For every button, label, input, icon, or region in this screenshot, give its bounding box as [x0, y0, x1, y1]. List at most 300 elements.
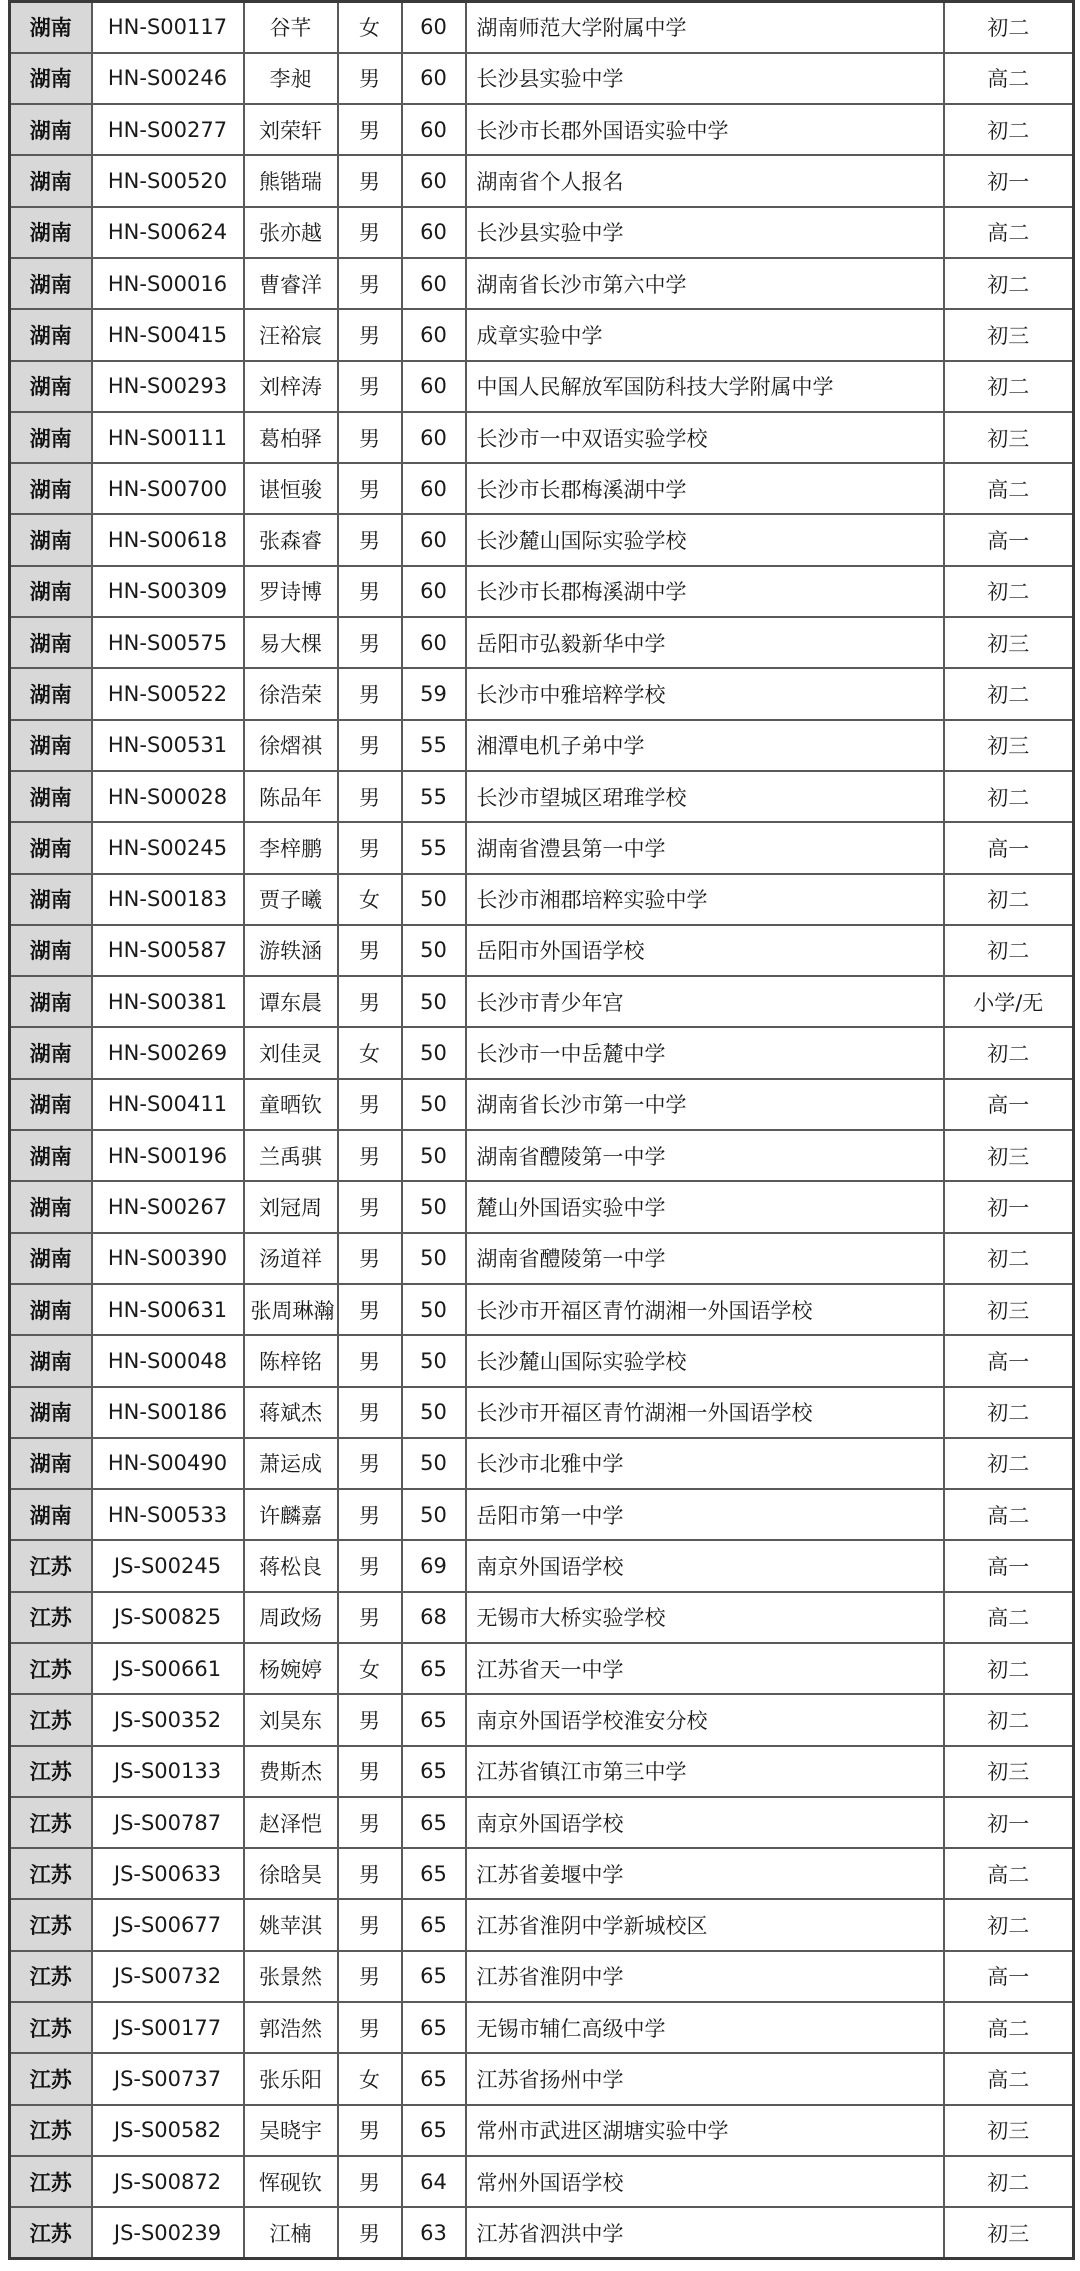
student-name-cell: 蒋斌杰 [244, 1387, 338, 1438]
participant-id-cell: HN-S00183 [92, 874, 244, 925]
participant-id-cell: JS-S00737 [92, 2053, 244, 2104]
grade-cell: 初二 [944, 1233, 1074, 1284]
participant-id-cell: JS-S00677 [92, 1899, 244, 1950]
gender-cell: 男 [338, 720, 402, 771]
province-cell: 江苏 [10, 1899, 92, 1950]
province-cell: 江苏 [10, 1592, 92, 1643]
score-cell: 65 [402, 1848, 466, 1899]
grade-cell: 初二 [944, 1694, 1074, 1745]
gender-cell: 男 [338, 822, 402, 873]
province-cell: 湖南 [10, 1079, 92, 1130]
grade-cell: 初二 [944, 361, 1074, 412]
school-cell: 岳阳市弘毅新华中学 [466, 617, 944, 668]
province-cell: 江苏 [10, 1951, 92, 2002]
student-name-cell: 姚苹淇 [244, 1899, 338, 1950]
province-cell: 湖南 [10, 822, 92, 873]
gender-cell: 男 [338, 1848, 402, 1899]
province-cell: 江苏 [10, 1643, 92, 1694]
province-cell: 湖南 [10, 1130, 92, 1181]
table-row [10, 1130, 1074, 1181]
school-cell: 长沙市湘郡培粹实验中学 [466, 874, 944, 925]
score-cell: 50 [402, 1335, 466, 1386]
table-row [10, 1951, 1074, 2002]
student-name-cell: 兰禹骐 [244, 1130, 338, 1181]
gender-cell: 男 [338, 2002, 402, 2053]
table-row [10, 925, 1074, 976]
grade-cell: 初二 [944, 874, 1074, 925]
score-cell: 65 [402, 2053, 466, 2104]
score-cell: 65 [402, 1899, 466, 1950]
province-cell: 湖南 [10, 566, 92, 617]
school-cell: 南京外国语学校 [466, 1540, 944, 1591]
school-cell: 湖南省长沙市第一中学 [466, 1079, 944, 1130]
student-name-cell: 费斯杰 [244, 1746, 338, 1797]
gender-cell: 男 [338, 668, 402, 719]
participant-id-cell: JS-S00633 [92, 1848, 244, 1899]
school-cell: 中国人民解放军国防科技大学附属中学 [466, 361, 944, 412]
student-name-cell: 汪裕宸 [244, 309, 338, 360]
participant-id-cell: JS-S00177 [92, 2002, 244, 2053]
school-cell: 江苏省淮阴中学 [466, 1951, 944, 2002]
gender-cell: 男 [338, 1130, 402, 1181]
grade-cell: 初一 [944, 1181, 1074, 1232]
score-cell: 65 [402, 1746, 466, 1797]
gender-cell: 男 [338, 155, 402, 206]
participant-id-cell: HN-S00415 [92, 309, 244, 360]
province-cell: 湖南 [10, 617, 92, 668]
table-row [10, 258, 1074, 309]
student-name-cell: 陈梓铭 [244, 1335, 338, 1386]
table-row [10, 309, 1074, 360]
student-name-cell: 萧运成 [244, 1438, 338, 1489]
gender-cell: 男 [338, 309, 402, 360]
gender-cell: 男 [338, 1540, 402, 1591]
school-cell: 长沙市开福区青竹湖湘一外国语学校 [466, 1284, 944, 1335]
school-cell: 常州外国语学校 [466, 2156, 944, 2207]
table-row [10, 2207, 1074, 2258]
score-cell: 60 [402, 463, 466, 514]
student-name-cell: 徐熠祺 [244, 720, 338, 771]
grade-cell: 初一 [944, 155, 1074, 206]
gender-cell: 男 [338, 2207, 402, 2258]
school-cell: 长沙市长郡梅溪湖中学 [466, 566, 944, 617]
school-cell: 江苏省淮阴中学新城校区 [466, 1899, 944, 1950]
school-cell: 江苏省镇江市第三中学 [466, 1746, 944, 1797]
province-cell: 湖南 [10, 258, 92, 309]
gender-cell: 男 [338, 1797, 402, 1848]
score-cell: 68 [402, 1592, 466, 1643]
table-row [10, 412, 1074, 463]
participant-id-cell: JS-S00352 [92, 1694, 244, 1745]
score-cell: 50 [402, 874, 466, 925]
student-name-cell: 熊锴瑞 [244, 155, 338, 206]
student-name-cell: 徐晗昊 [244, 1848, 338, 1899]
participant-id-cell: HN-S00411 [92, 1079, 244, 1130]
participant-id-cell: HN-S00700 [92, 463, 244, 514]
student-name-cell: 张景然 [244, 1951, 338, 2002]
grade-cell: 高一 [944, 1951, 1074, 2002]
grade-cell: 初二 [944, 104, 1074, 155]
score-cell: 59 [402, 668, 466, 719]
table-row [10, 2156, 1074, 2207]
grade-cell: 高二 [944, 463, 1074, 514]
participant-id-cell: HN-S00117 [92, 2, 244, 53]
student-name-cell: 张乐阳 [244, 2053, 338, 2104]
school-cell: 长沙市长郡外国语实验中学 [466, 104, 944, 155]
student-name-cell: 葛柏驿 [244, 412, 338, 463]
province-cell: 湖南 [10, 463, 92, 514]
table-row [10, 822, 1074, 873]
province-cell: 湖南 [10, 207, 92, 258]
grade-cell: 高二 [944, 2053, 1074, 2104]
table-row [10, 1233, 1074, 1284]
results-table [8, 0, 1075, 2260]
student-name-cell: 童晒钦 [244, 1079, 338, 1130]
gender-cell: 男 [338, 1079, 402, 1130]
score-cell: 60 [402, 566, 466, 617]
table-row [10, 1438, 1074, 1489]
student-name-cell: 罗诗博 [244, 566, 338, 617]
student-name-cell: 谌恒骏 [244, 463, 338, 514]
score-cell: 50 [402, 1489, 466, 1540]
table-row [10, 2053, 1074, 2104]
grade-cell: 初三 [944, 2105, 1074, 2156]
participant-id-cell: HN-S00028 [92, 771, 244, 822]
student-name-cell: 贾子曦 [244, 874, 338, 925]
table-row [10, 2105, 1074, 2156]
score-cell: 65 [402, 1643, 466, 1694]
school-cell: 长沙市一中双语实验学校 [466, 412, 944, 463]
school-cell: 湘潭电机子弟中学 [466, 720, 944, 771]
school-cell: 长沙市中雅培粹学校 [466, 668, 944, 719]
table-row [10, 207, 1074, 258]
score-cell: 65 [402, 2002, 466, 2053]
score-cell: 65 [402, 2105, 466, 2156]
student-name-cell: 蒋松良 [244, 1540, 338, 1591]
province-cell: 湖南 [10, 976, 92, 1027]
gender-cell: 男 [338, 1233, 402, 1284]
grade-cell: 高二 [944, 1489, 1074, 1540]
student-name-cell: 汤道祥 [244, 1233, 338, 1284]
school-cell: 南京外国语学校 [466, 1797, 944, 1848]
province-cell: 湖南 [10, 1027, 92, 1078]
province-cell: 江苏 [10, 2207, 92, 2258]
school-cell: 常州市武进区湖塘实验中学 [466, 2105, 944, 2156]
grade-cell: 初三 [944, 309, 1074, 360]
gender-cell: 男 [338, 361, 402, 412]
table-row [10, 976, 1074, 1027]
participant-id-cell: HN-S00111 [92, 412, 244, 463]
table-row [10, 1079, 1074, 1130]
student-name-cell: 刘昊东 [244, 1694, 338, 1745]
score-cell: 50 [402, 1027, 466, 1078]
province-cell: 江苏 [10, 2156, 92, 2207]
participant-id-cell: HN-S00618 [92, 514, 244, 565]
participant-id-cell: JS-S00582 [92, 2105, 244, 2156]
grade-cell: 高二 [944, 2002, 1074, 2053]
table-row [10, 2002, 1074, 2053]
participant-id-cell: HN-S00267 [92, 1181, 244, 1232]
grade-cell: 高一 [944, 822, 1074, 873]
score-cell: 50 [402, 1233, 466, 1284]
school-cell: 成章实验中学 [466, 309, 944, 360]
province-cell: 湖南 [10, 412, 92, 463]
grade-cell: 初二 [944, 771, 1074, 822]
participant-id-cell: JS-S00133 [92, 1746, 244, 1797]
table-row [10, 1694, 1074, 1745]
table-row [10, 1797, 1074, 1848]
participant-id-cell: JS-S00787 [92, 1797, 244, 1848]
province-cell: 湖南 [10, 361, 92, 412]
school-cell: 长沙市北雅中学 [466, 1438, 944, 1489]
table-row [10, 1540, 1074, 1591]
school-cell: 湖南师范大学附属中学 [466, 2, 944, 53]
student-name-cell: 赵泽恺 [244, 1797, 338, 1848]
participant-id-cell: HN-S00309 [92, 566, 244, 617]
table-row [10, 1848, 1074, 1899]
score-cell: 60 [402, 2, 466, 53]
table-row [10, 720, 1074, 771]
score-cell: 65 [402, 1797, 466, 1848]
score-cell: 50 [402, 1438, 466, 1489]
table-row [10, 617, 1074, 668]
student-name-cell: 杨婉婷 [244, 1643, 338, 1694]
participant-id-cell: HN-S00277 [92, 104, 244, 155]
participant-id-cell: HN-S00246 [92, 53, 244, 104]
score-cell: 55 [402, 822, 466, 873]
table-row [10, 1335, 1074, 1386]
student-name-cell: 刘冠周 [244, 1181, 338, 1232]
table-row [10, 668, 1074, 719]
student-name-cell: 刘佳灵 [244, 1027, 338, 1078]
participant-id-cell: HN-S00531 [92, 720, 244, 771]
province-cell: 江苏 [10, 1848, 92, 1899]
province-cell: 湖南 [10, 1233, 92, 1284]
school-cell: 长沙县实验中学 [466, 53, 944, 104]
participant-id-cell: HN-S00575 [92, 617, 244, 668]
table-row [10, 1643, 1074, 1694]
gender-cell: 男 [338, 2105, 402, 2156]
score-cell: 50 [402, 925, 466, 976]
gender-cell: 男 [338, 617, 402, 668]
gender-cell: 男 [338, 104, 402, 155]
grade-cell: 初三 [944, 1746, 1074, 1797]
school-cell: 江苏省扬州中学 [466, 2053, 944, 2104]
participant-id-cell: JS-S00732 [92, 1951, 244, 2002]
participant-id-cell: HN-S00048 [92, 1335, 244, 1386]
score-cell: 60 [402, 617, 466, 668]
grade-cell: 初二 [944, 258, 1074, 309]
score-cell: 60 [402, 361, 466, 412]
score-cell: 50 [402, 1130, 466, 1181]
school-cell: 岳阳市外国语学校 [466, 925, 944, 976]
participant-id-cell: HN-S00196 [92, 1130, 244, 1181]
province-cell: 湖南 [10, 309, 92, 360]
participant-id-cell: JS-S00872 [92, 2156, 244, 2207]
score-cell: 64 [402, 2156, 466, 2207]
gender-cell: 男 [338, 1335, 402, 1386]
table-row [10, 53, 1074, 104]
gender-cell: 男 [338, 1284, 402, 1335]
grade-cell: 初二 [944, 1643, 1074, 1694]
province-cell: 湖南 [10, 155, 92, 206]
grade-cell: 初三 [944, 2207, 1074, 2258]
table-row [10, 514, 1074, 565]
grade-cell: 高二 [944, 1592, 1074, 1643]
province-cell: 湖南 [10, 1489, 92, 1540]
gender-cell: 男 [338, 1387, 402, 1438]
participant-id-cell: HN-S00016 [92, 258, 244, 309]
school-cell: 江苏省天一中学 [466, 1643, 944, 1694]
province-cell: 湖南 [10, 53, 92, 104]
school-cell: 湖南省醴陵第一中学 [466, 1130, 944, 1181]
grade-cell: 初三 [944, 412, 1074, 463]
grade-cell: 高一 [944, 1335, 1074, 1386]
score-cell: 60 [402, 155, 466, 206]
school-cell: 湖南省澧县第一中学 [466, 822, 944, 873]
school-cell: 长沙市一中岳麓中学 [466, 1027, 944, 1078]
student-name-cell: 陈品年 [244, 771, 338, 822]
score-cell: 65 [402, 1694, 466, 1745]
student-name-cell: 谭东晨 [244, 976, 338, 1027]
province-cell: 江苏 [10, 1694, 92, 1745]
table-row [10, 1899, 1074, 1950]
grade-cell: 高二 [944, 53, 1074, 104]
score-cell: 60 [402, 412, 466, 463]
grade-cell: 初三 [944, 720, 1074, 771]
student-name-cell: 李昶 [244, 53, 338, 104]
student-name-cell: 吴晓宇 [244, 2105, 338, 2156]
province-cell: 湖南 [10, 874, 92, 925]
score-cell: 50 [402, 976, 466, 1027]
gender-cell: 男 [338, 1694, 402, 1745]
school-cell: 长沙市青少年宫 [466, 976, 944, 1027]
province-cell: 湖南 [10, 668, 92, 719]
student-name-cell: 张森睿 [244, 514, 338, 565]
score-cell: 55 [402, 720, 466, 771]
gender-cell: 男 [338, 514, 402, 565]
grade-cell: 初二 [944, 925, 1074, 976]
grade-cell: 初二 [944, 1027, 1074, 1078]
province-cell: 江苏 [10, 2053, 92, 2104]
grade-cell: 初二 [944, 1438, 1074, 1489]
province-cell: 湖南 [10, 1181, 92, 1232]
province-cell: 湖南 [10, 1387, 92, 1438]
school-cell: 长沙市望城区珺琟学校 [466, 771, 944, 822]
province-cell: 江苏 [10, 2105, 92, 2156]
student-name-cell: 张周琳瀚 [244, 1284, 338, 1335]
province-cell: 湖南 [10, 771, 92, 822]
participant-id-cell: HN-S00624 [92, 207, 244, 258]
gender-cell: 男 [338, 1746, 402, 1797]
score-cell: 60 [402, 207, 466, 258]
student-name-cell: 徐浩荣 [244, 668, 338, 719]
participant-id-cell: HN-S00186 [92, 1387, 244, 1438]
province-cell: 湖南 [10, 720, 92, 771]
participant-id-cell: HN-S00520 [92, 155, 244, 206]
table-row [10, 2, 1074, 53]
participant-id-cell: HN-S00390 [92, 1233, 244, 1284]
grade-cell: 初二 [944, 2, 1074, 53]
score-cell: 63 [402, 2207, 466, 2258]
province-cell: 湖南 [10, 925, 92, 976]
school-cell: 南京外国语学校淮安分校 [466, 1694, 944, 1745]
school-cell: 湖南省个人报名 [466, 155, 944, 206]
grade-cell: 初二 [944, 566, 1074, 617]
grade-cell: 小学/无 [944, 976, 1074, 1027]
gender-cell: 男 [338, 1592, 402, 1643]
gender-cell: 男 [338, 207, 402, 258]
student-name-cell: 易大棵 [244, 617, 338, 668]
participant-id-cell: JS-S00661 [92, 1643, 244, 1694]
student-name-cell: 恽砚钦 [244, 2156, 338, 2207]
student-name-cell: 李梓鹏 [244, 822, 338, 873]
table-row [10, 361, 1074, 412]
score-cell: 55 [402, 771, 466, 822]
gender-cell: 男 [338, 1489, 402, 1540]
grade-cell: 高一 [944, 514, 1074, 565]
gender-cell: 男 [338, 412, 402, 463]
student-name-cell: 刘荣轩 [244, 104, 338, 155]
gender-cell: 男 [338, 53, 402, 104]
participant-id-cell: JS-S00825 [92, 1592, 244, 1643]
participant-id-cell: HN-S00631 [92, 1284, 244, 1335]
school-cell: 麓山外国语实验中学 [466, 1181, 944, 1232]
student-name-cell: 郭浩然 [244, 2002, 338, 2053]
school-cell: 长沙麓山国际实验学校 [466, 1335, 944, 1386]
participant-id-cell: HN-S00381 [92, 976, 244, 1027]
school-cell: 长沙市长郡梅溪湖中学 [466, 463, 944, 514]
score-cell: 60 [402, 53, 466, 104]
student-name-cell: 周政炀 [244, 1592, 338, 1643]
school-cell: 无锡市大桥实验学校 [466, 1592, 944, 1643]
participant-id-cell: HN-S00245 [92, 822, 244, 873]
score-cell: 60 [402, 514, 466, 565]
grade-cell: 初二 [944, 2156, 1074, 2207]
province-cell: 江苏 [10, 1540, 92, 1591]
table-row [10, 874, 1074, 925]
province-cell: 湖南 [10, 104, 92, 155]
gender-cell: 男 [338, 1951, 402, 2002]
table-row [10, 1746, 1074, 1797]
gender-cell: 女 [338, 1643, 402, 1694]
province-cell: 江苏 [10, 1746, 92, 1797]
table-row [10, 1181, 1074, 1232]
gender-cell: 男 [338, 566, 402, 617]
grade-cell: 初三 [944, 1284, 1074, 1335]
student-name-cell: 谷芊 [244, 2, 338, 53]
province-cell: 湖南 [10, 514, 92, 565]
participant-id-cell: HN-S00269 [92, 1027, 244, 1078]
grade-cell: 高一 [944, 1540, 1074, 1591]
participant-id-cell: HN-S00293 [92, 361, 244, 412]
table-row [10, 1284, 1074, 1335]
participant-id-cell: HN-S00533 [92, 1489, 244, 1540]
province-cell: 江苏 [10, 1797, 92, 1848]
gender-cell: 男 [338, 463, 402, 514]
table-row [10, 463, 1074, 514]
score-cell: 50 [402, 1181, 466, 1232]
grade-cell: 初三 [944, 617, 1074, 668]
score-cell: 60 [402, 258, 466, 309]
gender-cell: 男 [338, 771, 402, 822]
gender-cell: 男 [338, 925, 402, 976]
school-cell: 湖南省长沙市第六中学 [466, 258, 944, 309]
table-row [10, 104, 1074, 155]
table-row [10, 1387, 1074, 1438]
province-cell: 湖南 [10, 1335, 92, 1386]
table-row [10, 1489, 1074, 1540]
